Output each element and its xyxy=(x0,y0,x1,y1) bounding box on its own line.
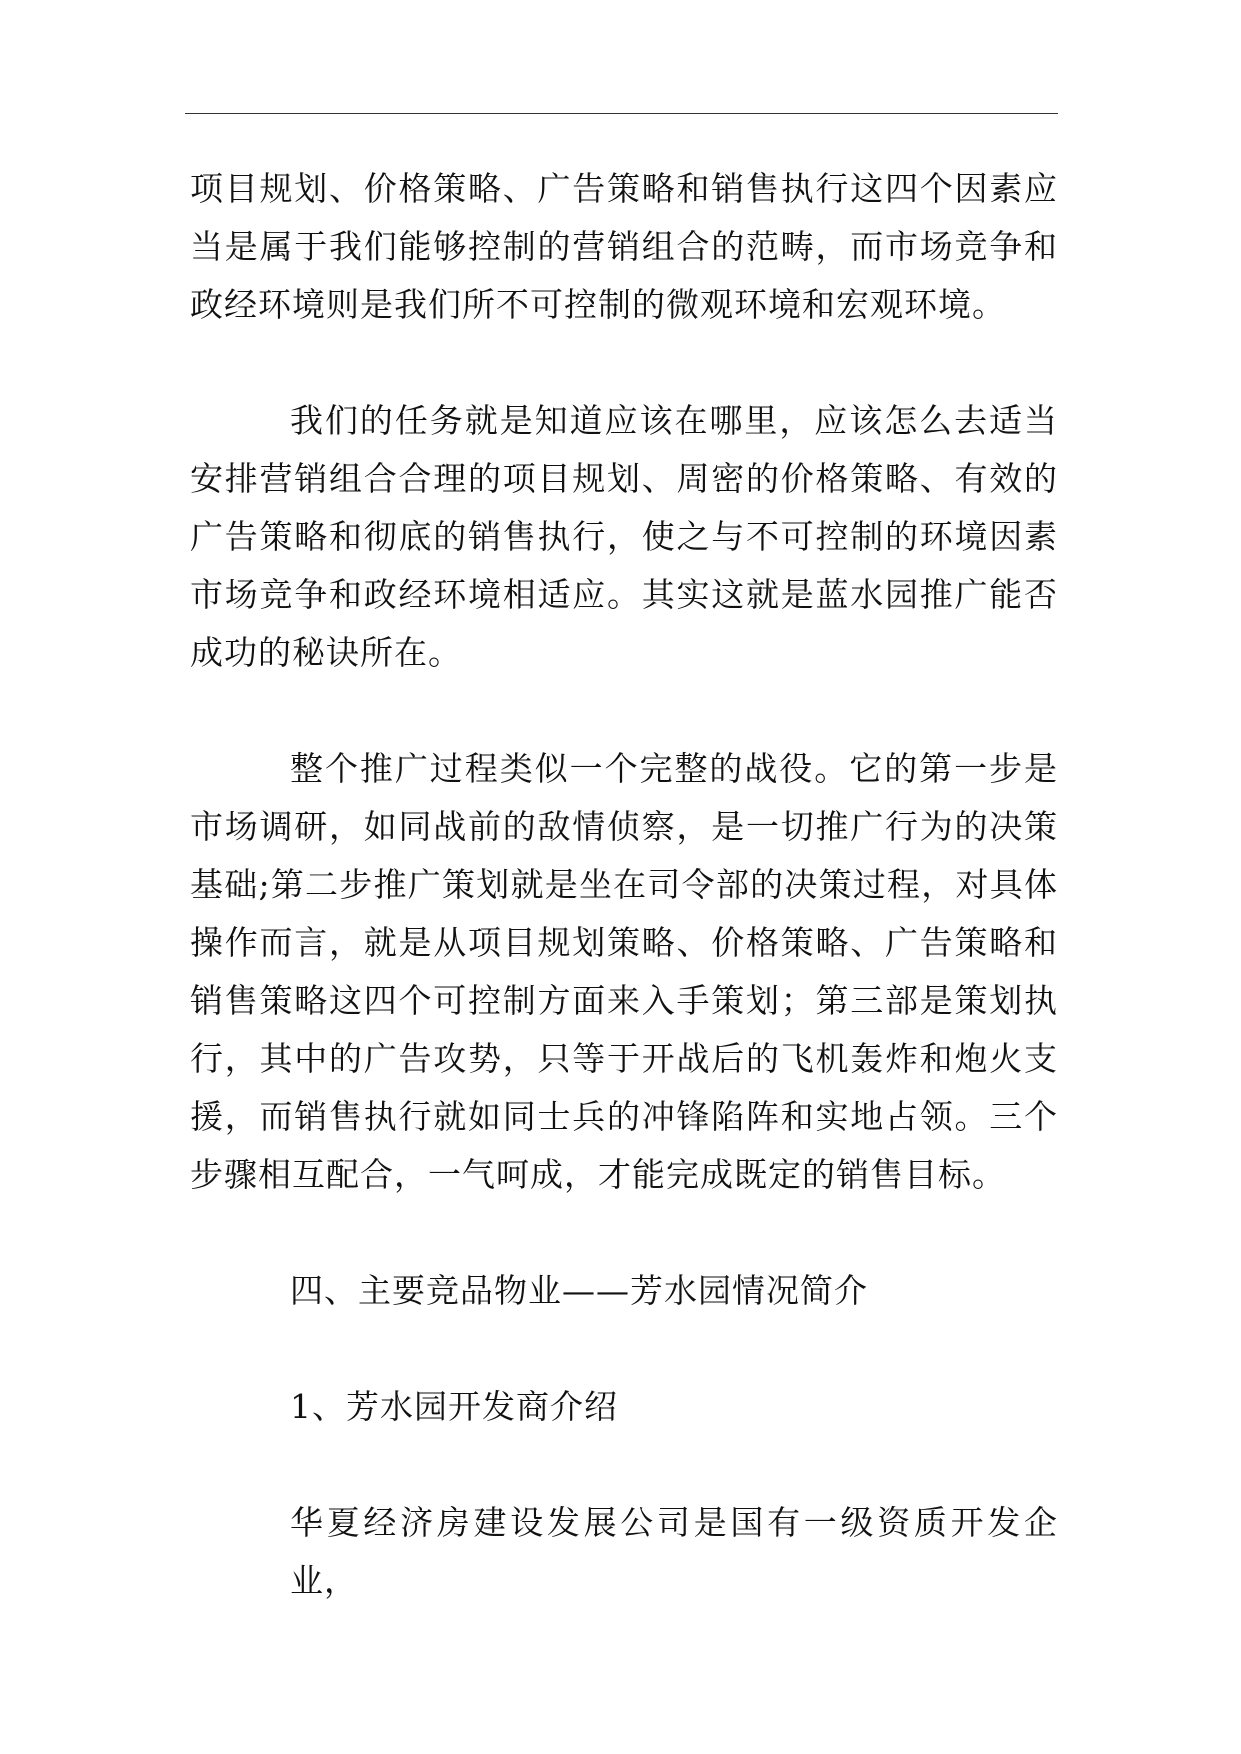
paragraph-spacer xyxy=(190,1436,1058,1494)
paragraph-spacer xyxy=(190,1204,1058,1262)
subsection-heading-developer: 1、芳水园开发商介绍 xyxy=(290,1387,618,1426)
paragraph-marketing-mix: 项目规划、价格策略、广告策略和销售执行这四个因素应当是属于我们能够控制的营销组合的范畴，而市场竞争和政经环境则是我们所不可控制的微观环境和宏观环境。 xyxy=(190,169,1058,324)
paragraph-campaign: 整个推广过程类似一个完整的战役。它的第一步是市场调研，如同战前的敌情侦察，是一切推广行为的决策基础;第二步推广策划就是坐在司令部的决策过程，对具体操作而言，就是从项目规划策略、价格策略、广告策略和销售策略这四个可控制方面来入手策划；第三部是策划执行，其中的广告攻势，只等于开战后的飞机轰炸和炮火支援，而销售执行就如同士兵的冲锋陷阵和实地占领。三个步骤相互配合，一气呵成，才能完成既定的销售目标。 xyxy=(190,749,1058,1194)
paragraph-spacer xyxy=(190,682,1058,740)
section-heading-competitor: 四、主要竞品物业——芳水园情况简介 xyxy=(290,1271,868,1310)
paragraph-spacer xyxy=(190,1320,1058,1378)
paragraph-task: 我们的任务就是知道应该在哪里，应该怎么去适当安排营销组合合理的项目规划、周密的价格策略、有效的广告策略和彻底的销售执行，使之与不可控制的环境因素市场竞争和政经环境相适应。其实这就是蓝水园推广能否成功的秘诀所在。 xyxy=(190,401,1058,672)
paragraph-developer-intro: 华夏经济房建设发展公司是国有一级资质开发企业， xyxy=(290,1503,1058,1600)
paragraph-spacer xyxy=(190,334,1058,392)
header-rule xyxy=(185,113,1058,114)
document-body xyxy=(190,160,1058,1610)
